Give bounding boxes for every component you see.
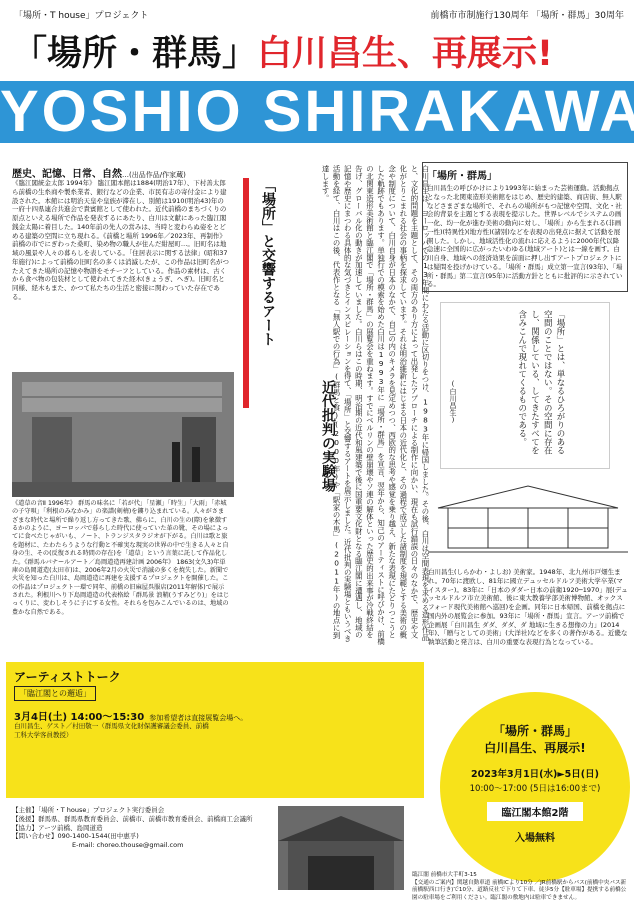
building-drawing — [428, 478, 628, 560]
circle-hours: 10:00～17:00 (5日は16:00まで) — [469, 784, 601, 794]
left-body-text: 《臨江閣統金太郎 1994年》 臨江閣本館は1884(明治17年）、下村善太郎ら前橋の生糸商や製糸業者、銀行などの企業、市民有志の寄付金により建設された。本館には明治天皇や皇族が滞在し、別館は1910(明治43)年の一府十四県連合共進会で貴賓館として使われた。近代前橋のまちづくりの原点といえる場所で作品を発表するにあたり、白川は文献にあった臨江閣銭金太陽に着目した。140年前の先人の営みは、当時と変わらぬ姿をとどめる建築の空間に立ち現れる。《前橋と場所 1996年／2023年、再制作》 前橋の市でにぎわった桑町、染め物の職人が住んだ紺屋町…。旧町名は地域の風景や人々の暮らしを表している。「住居表示に関する法律」(昭和37年施行)によって前橋の旧町名の多くは消滅したが、この作品は旧町名がつたえてきた場所の記憶や物語をモチーフとしている。作品の素材は、古くから食べ物の包装材として使われてきた経木(きょうぎ、へぎ)。旧町名と同様、経木もまた、かつて私たちの生活と密接に関わっていた存在である。 — [12, 179, 230, 301]
installation-photo-1 — [12, 372, 234, 497]
right-box-title: 「場所・群馬」 — [427, 171, 497, 182]
right-poem: 「場所」とは、単なるひろがりのある空間のことではない。その空間に存在し、関係している、してきたすべてを含みこんで現れてくるものである。 — [516, 310, 565, 455]
center-body-text: 白川昌生は、ヨーロッパでの13年間にわたる活動に区切りをつけ、1983年に帰国しました。その後、白川は空間表現を求める造形作品と、文化的問題を主題として、その両方のあり方によって出発したアプローチによる制作に向かい、現在も試行錯誤の日々のなかで、歴史や文化がとりこまれる社会の事柄を探求しています。それは明治維新にはじまる日本の近代化と、その過程で成立した諸制度を規範とする美術の概念や制度について、白川自身が日本のなかで、自己の内のキメラを見定めつつ、西欧的な思考や感覚を乗り越え、新たな表現にたどりつこうとした軌跡でもあります。単独行での模索を始めた白川は1993年に「場所・群馬」を宣言、翌年から、知己のアーティストに呼びかけ、前橋の北関東造形美術館と臨江閣で「場所・群馬」の展覧会を重ねます。すでにベルリンの壁崩壊やソ連の解体といった歴史的出来事が冷戦終結を告げ、グローバル化の動きが加速していました。白川らはこの時期、明治期の近代和風建築で後に国重要文化財となる臨江閣に遭遇し、地域の記憶や歴史にまつわる具体的な気づきとインスピレーションを得て、「場所」と交響するアートを展示しました。近代批判の実験場ともいうべき活動を経て、白川はこの後、代表作となる「無人駅での行為」(群馬と食)(2000年)や「駅家の木馬」(2011年)の地点に到達します。 — [321, 165, 430, 645]
event-datetime-line: 3月4日(土) 14:00～15:30 参加希望者は直接展覧会場へ。 — [14, 712, 248, 723]
right-box — [422, 162, 628, 292]
footer-line-2: 【後援】群馬県、群馬県教育委員会、前橋市、前橋市教育委員会、前橋商工会議所 — [12, 814, 253, 823]
right-poem-sign: (白川昌生) — [449, 380, 457, 424]
center-subheading: 近代批判の実験場 — [320, 380, 336, 492]
footer-line-1: 【主催】「場所・T house」プロジェクト実行委員会 — [12, 806, 165, 814]
left-caption: 《道草の音Ⅱ 1996年》 群馬の味名に「若が代」「星瀬」「時生」「大雨」「赤城の子守唄」「利根のみなかみ」の楽譜(剣楕)を鏤り込まれている。人々がさまざまな時代と場所で繰り返し方ってきた歌、佛らに、白川の生の(際)を象徴するかのように、ヨーロッパで暮らした時代に使っていた革の靴、その場によってに食べたじゃがいも、ノート、トランジスタラジオが下がる。白川は歌と旅を題材に、たわたらうような行動と不確実な現実の世界の中で生きる人々と自身の生、その(反復される時間の存在)を「道草」という言葉に託して作品化した。《群馬ルバナールアート／島岡道造再建計画 2006年》 1863(文久3)年単庫の島岡道造(太田市)は、2006年2月の火災で消滅の多くを焼失した。新聞で火災を知った白川は、島岡道造に再建を支援するプロジェクトを開催した。この作品はプロジェクト一環で同年、前橋の旧麻屋呉服店(2011年解体)で展示された。利根川へり下島岡道造の代表格絵「群馬景 浪鞘(うすみどり)」をはじっくりに、変わしそうに子にする女性。それらを包みこんでいるのは、地域の豊かな自然である。 — [12, 500, 230, 616]
room-illustration — [12, 372, 234, 497]
footer-email: E-mail: choreo.thouse@gmail.com — [72, 841, 184, 850]
architecture-sketch — [428, 478, 628, 560]
project-label: 「場所・T house」プロジェクト — [14, 11, 149, 21]
footer-line-4: 【問い合わせ】090-1400-1544(田中惠孚) — [12, 832, 139, 841]
circle-line-2: 白川昌生、再展示! — [484, 741, 586, 755]
building-photo — [278, 806, 404, 890]
circle-dates: 2023年3月1日(水)►5日(日) — [471, 769, 599, 780]
title-part1: 「場所・群馬」 — [12, 34, 258, 74]
venue-line: 臨江閣 前橋市大手町3-15 — [412, 872, 477, 878]
gate-illustration — [278, 806, 404, 890]
footer-credits — [12, 806, 272, 850]
main-title — [12, 26, 553, 76]
title-part2: 白川昌生、再展示! — [257, 34, 553, 74]
venue-footer — [412, 872, 628, 901]
footer-line-3: 【協力】アーツ前橋、島岡道造 — [12, 823, 103, 832]
event-title: アーティストトーク — [14, 670, 121, 684]
center-heading: 「場所」と交響するアート — [260, 178, 276, 346]
circle-venue: 臨江閣本館2階 — [487, 802, 583, 821]
right-box-text: 白川昌生の呼びかけにより1993年に始まった芸術運動。活動拠点となった北関東造形美術館をはじめ、歴史的建築、商店街、無人駅などさまざまな場所で、それらの場所がもつ記憶や空間、文化・社会的背景を主題とする表現を提示した。世界レベルでシステムの画一化、均一化が進む美術の動向に対し、「場所」から生まれる(非画一性)(特異性)(地方性)(諸別)などを表現の出発点に据えて活動を展開した。しかし、地域活性化の流れに応えるように2000年代以降急速に全国的に広がったいわゆる(地域アート)とは一線を画す。白川自身、地域への経済効果を前面に押し出すアートプロジェクトには疑問を投げかけている。「場所・群馬」成立第一宣言(93年)、「場所・群馬」第二宣言(95年)に活動方針とともに批評的に示されている。 — [427, 184, 623, 289]
circle-admission: 入場無料 — [515, 833, 555, 844]
circle-line-1: 「場所・群馬」 — [492, 724, 577, 738]
access-info: 【交通のご案内】関越自動車道 前橋ICより10分 ／JR前橋駅からバス(前橋中央バス新前橋駅西口行き)で10分、道路反社で下りて下車、徒歩5分【駐車場】提携する前橋公園の駐車場をご利用ください。臨江閣の敷地内は駐車できません。 — [412, 879, 627, 901]
info-circle — [440, 692, 630, 882]
artist-bio: 白川昌生(しらかわ・よしお) 美術家。1948年、北九州市戸畑生まれ。70年に渡欧し、81年に國立デュッセルドルフ美術大学卒業(マイスター)。83年に「日本のダダー日本の前衛1920─1970」展(デュッセルドルフ市立美術館、後に東大教養学部美術博物館、オックスフォード現代美術館へ巡回)を企画。同年に日本帰国、前橋を拠点に国内外の展覧会に参加。93年に「場所・群馬」宣言。アーツ前橋で企画展「白川昌生 ダダ、ダダ、ダ 地域に生きる想像の力」(2014年)、「贈与としての美術」(大洋社)などを多くの著作がある。近畿な執筆活動と発言は、白川の重要な表現行為となっている。 — [428, 568, 628, 647]
event-box — [6, 662, 424, 798]
event-tag: 「臨江閣との邂逅」 — [14, 686, 96, 701]
right-poem-border — [440, 302, 610, 469]
left-subtitle: 歴史、記憶、日常、自然…(出品作品/作家蔵) — [12, 169, 186, 180]
english-title: YOSHIO SHIRAKAWA — [0, 79, 644, 144]
event-speakers: 白川昌生、ゲスト／村田敬一（群馬県文化財保護審議会委員、前橋工科大学客員教授） — [14, 722, 209, 739]
anniversary-label: 前橋市市制施行130周年 「場所・群馬」30周年 — [430, 11, 624, 21]
